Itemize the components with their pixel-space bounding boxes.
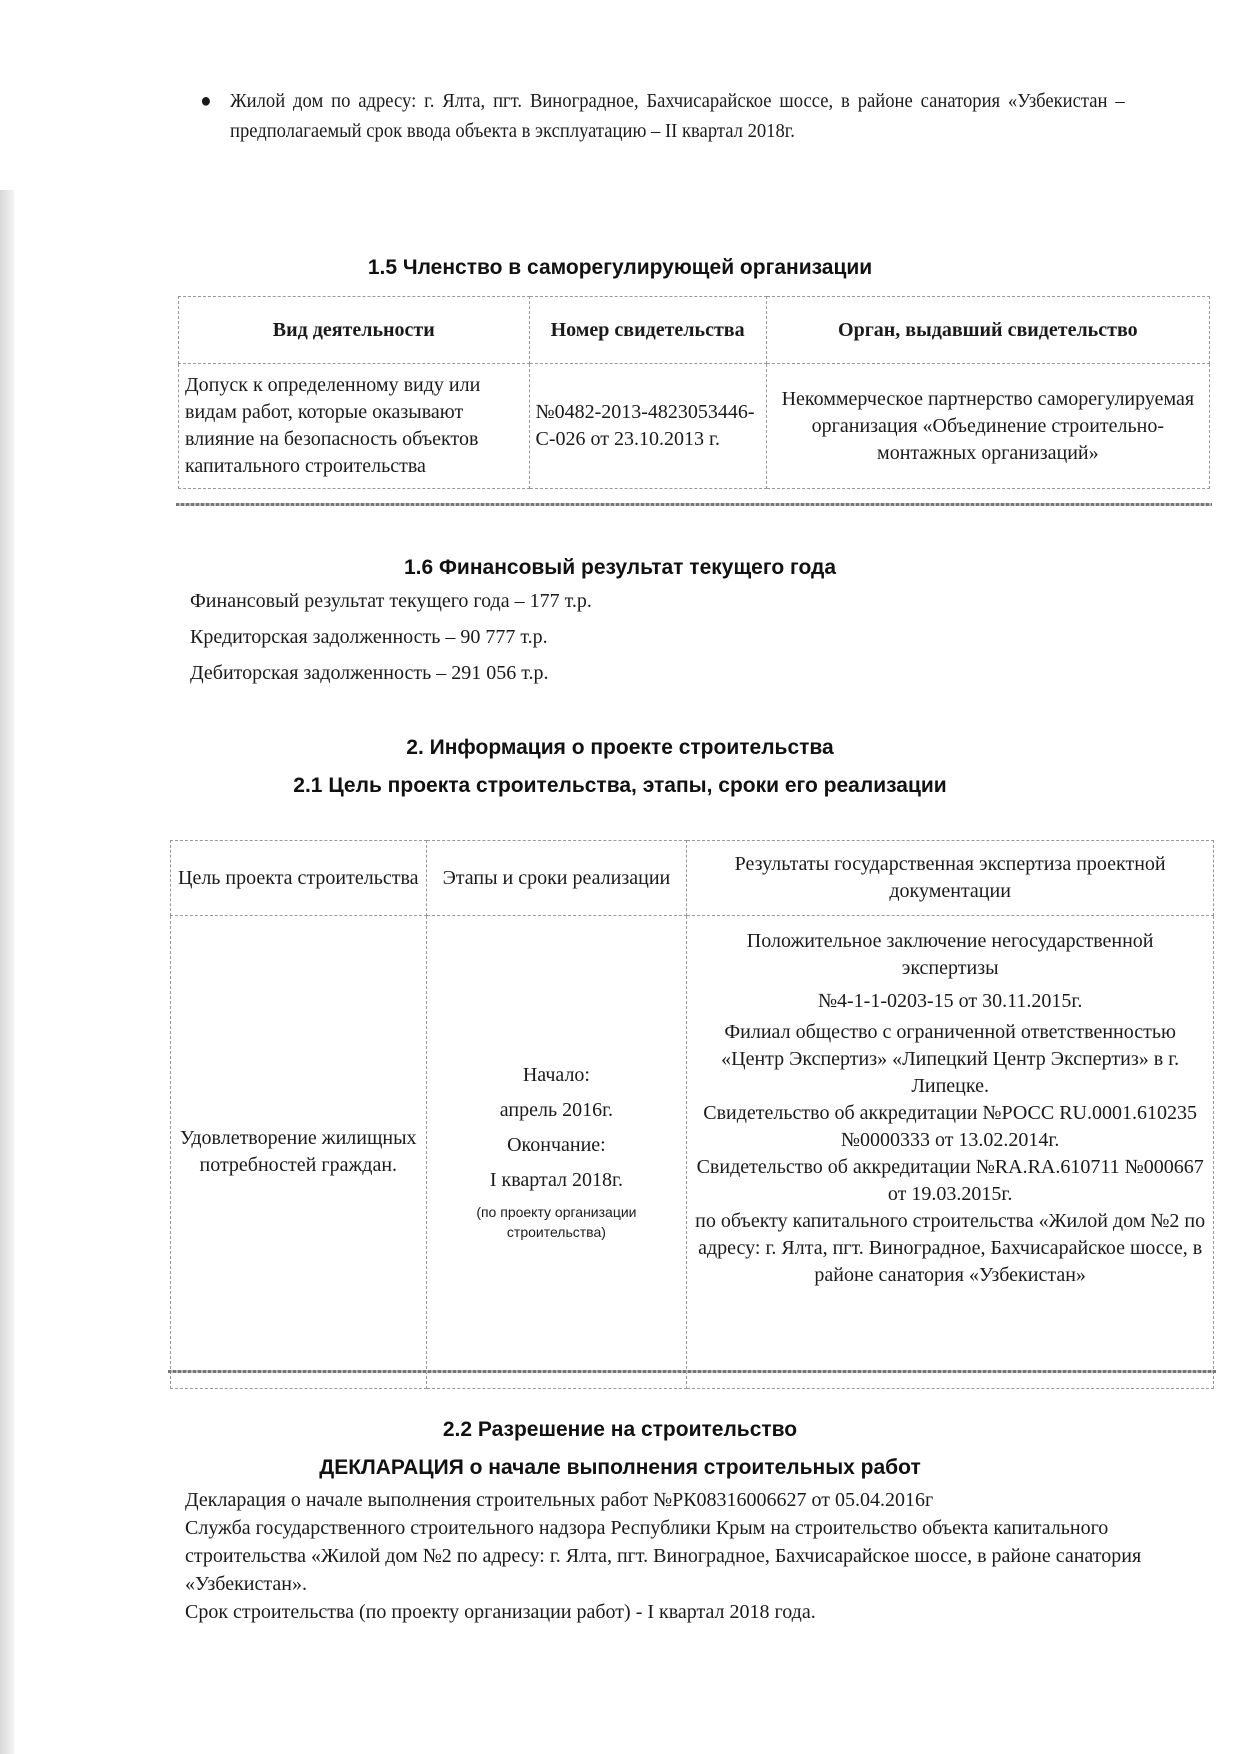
table-row — [179, 364, 1210, 489]
receivables-line: Дебиторская задолженность – 291 056 т.р. — [190, 662, 549, 684]
expertise-line: №4-1-1-0203-15 от 30.11.2015г. — [817, 990, 1083, 1012]
scan-edge-shadow — [0, 190, 14, 1754]
certificate-number-cell: №0482-2013-4823053446-С-026 от 23.10.2013 г. — [529, 364, 766, 489]
header-cell: Результаты государственная экспертиза проектной документации — [687, 841, 1214, 916]
declaration-title: ДЕКЛАРАЦИЯ о начале выполнения строительных работ — [319, 1456, 921, 1479]
section-1-5-title: 1.5 Членство в саморегулирующей организации — [367, 256, 873, 279]
section-2-2-title: 2.2 Разрешение на строительство — [442, 1418, 798, 1441]
goal-text: Удовлетворение жилищных потребностей граждан. — [180, 1127, 417, 1176]
header-cell: Вид деятельности — [179, 297, 530, 364]
section-2-title: 2. Информация о проекте строительства — [406, 736, 834, 759]
table-bottom-rule — [176, 503, 1212, 506]
table-row — [171, 916, 1214, 1389]
table-header-row — [171, 841, 1214, 916]
expertise-line: Филиал общество с ограниченной ответственностью «Центр Экспертиз» «Липецкий Центр Экспертиз» в г. Липецке. — [721, 1021, 1180, 1097]
goal-cell — [171, 916, 427, 1389]
expertise-line: Свидетельство об аккредитации №RA.RA.610711 №000667 от 19.03.2015г. — [696, 1156, 1204, 1205]
start-label: Начало: — [522, 1064, 590, 1086]
bullet-dot-icon: ● — [200, 90, 212, 112]
declaration-text — [185, 1486, 1185, 1626]
expertise-line: Свидетельство об аккредитации №РОСС RU.0001.610235 №0000333 от 13.02.2014г. — [703, 1102, 1197, 1151]
bullet-text: Жилой дом по адресу: г. Ялта, пгт. Виноградное, Бахчисарайское шоссе, в районе санатория «Узбекистан – предполагаемый срок ввода объекта в эксплуатацию – II квартал 2018г. — [230, 90, 1125, 142]
header-cell: Номер свидетельства — [529, 297, 766, 364]
declaration-line: Декларация о начале выполнения строительных работ №РК08316006627 от 05.04.2016г — [185, 1489, 934, 1511]
declaration-line: Срок строительства (по проекту организации работ) - I квартал 2018 года. — [185, 1601, 816, 1623]
end-label: Окончание: — [507, 1134, 606, 1156]
start-value: апрель 2016г. — [499, 1099, 614, 1121]
end-value: I квартал 2018г. — [489, 1169, 623, 1191]
table-header-row — [179, 297, 1210, 364]
issuer-cell: Некоммерческое партнерство саморегулируемая организация «Объединение строительно-монтажных организаций» — [766, 364, 1209, 489]
activity-cell: Допуск к определенному виду или видам работ, которые оказывают влияние на безопасность объектов капитального строительства — [179, 364, 530, 489]
expertise-line: по объекту капитального строительства «Жилой дом №2 по адресу: г. Ялта, пгт. Виноградное, Бахчисарайское шоссе, в районе санатория «Узбекистан» — [695, 1210, 1206, 1286]
financial-result-line: Финансовый результат текущего года – 177 т.р. — [190, 590, 592, 612]
sro-membership-table — [178, 296, 1210, 489]
declaration-line: Служба государственного строительного надзора Республики Крым на строительство объекта капитального строительства «Жилой дом №2 по адресу: г. Ялта, пгт. Виноградное, Бахчисарайское шоссе, в районе санатория «Узбекистан». — [185, 1517, 1142, 1595]
project-table — [170, 840, 1214, 1389]
header-cell: Цель проекта строительства — [171, 841, 427, 916]
table-bottom-rule — [168, 1370, 1216, 1373]
section-1-6-title: 1.6 Финансовый результат текущего года — [403, 556, 837, 579]
expertise-cell — [687, 916, 1214, 1389]
stages-cell — [426, 916, 687, 1389]
expertise-line: Положительное заключение негосударственной экспертизы — [746, 930, 1154, 979]
header-cell: Этапы и сроки реализации — [426, 841, 687, 916]
bullet-item — [200, 86, 1125, 146]
stages-note: (по проекту организации строительства) — [476, 1204, 637, 1240]
section-2-1-title: 2.1 Цель проекта строительства, этапы, сроки его реализации — [293, 774, 947, 797]
payables-line: Кредиторская задолженность – 90 777 т.р. — [190, 626, 548, 648]
header-cell: Орган, выдавший свидетельство — [766, 297, 1209, 364]
